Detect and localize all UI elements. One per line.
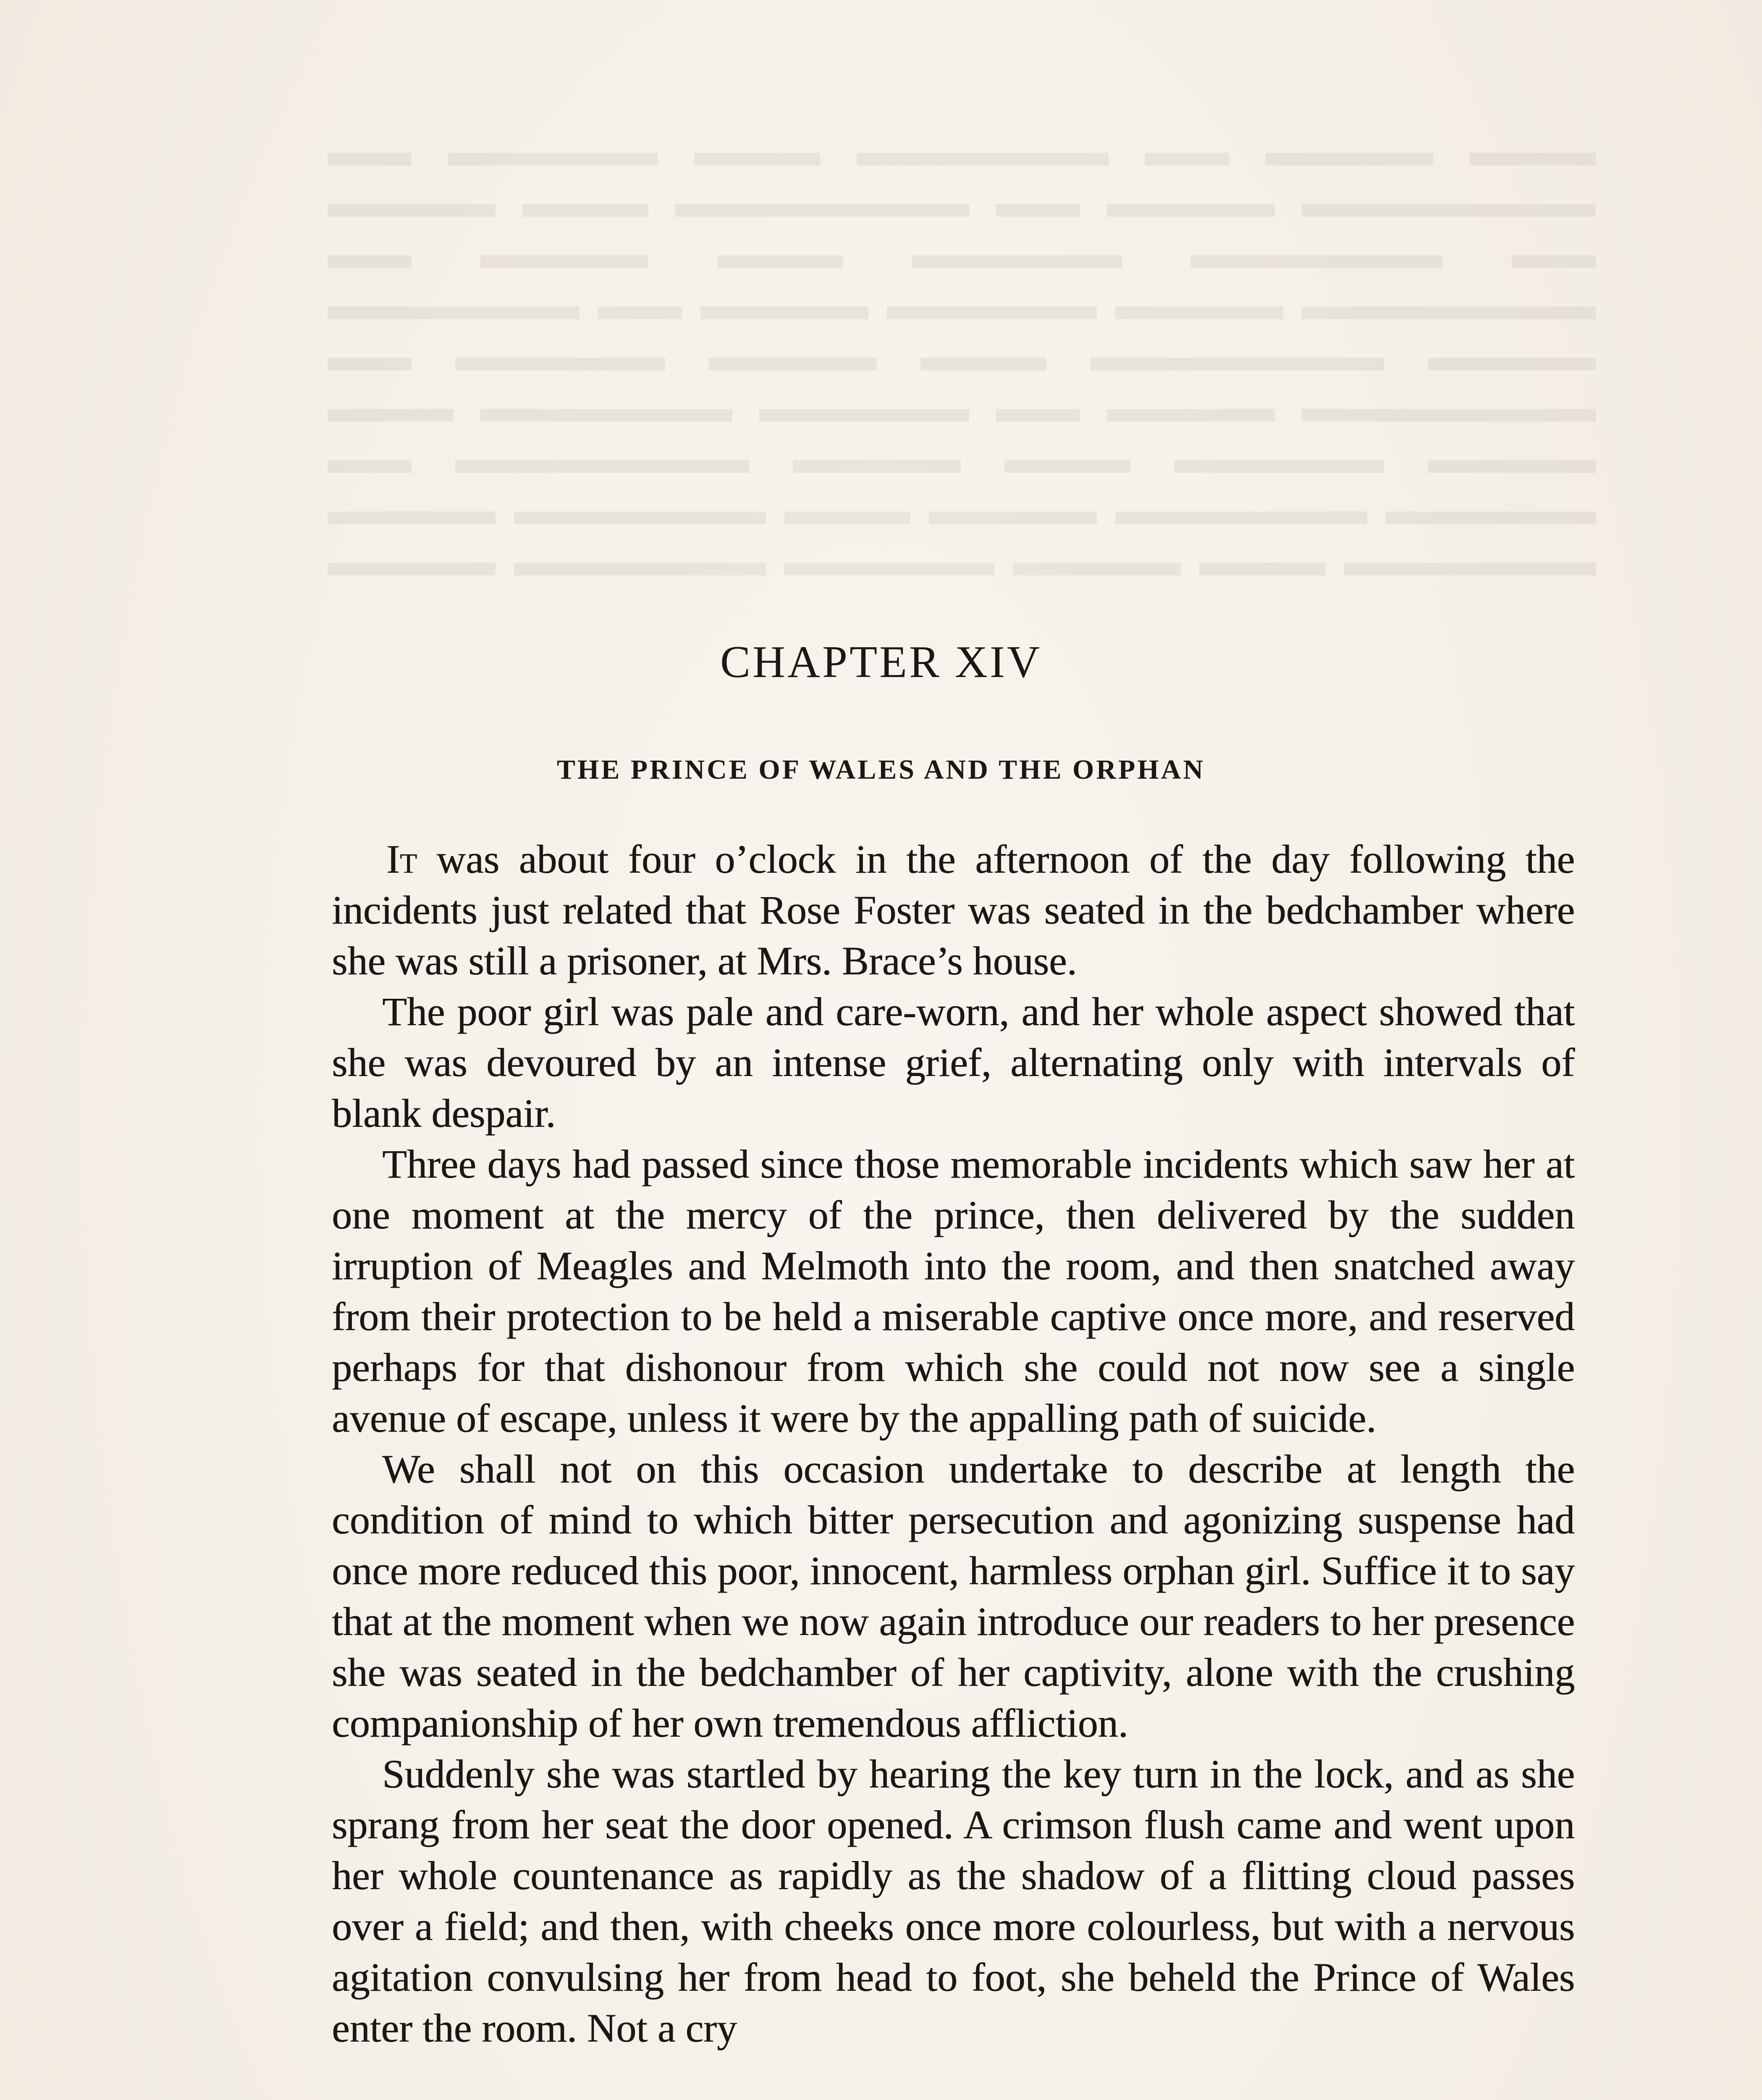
paragraph: Three days had passed since those memorable incidents which saw her at one moment at the mercy of the prince, then delivered by the sudden irruption of Meagles and Melmoth into the room, and then snatched away from their protection to be held a miserable captive once more, and reserved perhaps for that dishonour from which she could not now see a single avenue of escape, unless it were by the appalling path of suicide. (332, 1142, 1575, 1441)
chapter-body (332, 834, 1575, 2053)
paragraph (332, 834, 1575, 986)
paragraph: Suddenly she was startled by hearing the key turn in the lock, and as she sprang from her seat the door opened. A crimson flush came and went upon her whole countenance as rapidly as the shadow of a flitting cloud passes over a field; and then, with cheeks once more colourless, but with a nervous agitation convulsing her from head to foot, she beheld the Prince of Wales enter the room. Not a cry (332, 1751, 1575, 2050)
paragraph-text: was about four o’clock in the afternoon of the day following the incidents just related that Rose Foster was seated in the bedchamber where she was still a prisoner, at Mrs. Brace’s house. (332, 837, 1575, 983)
paragraph-lead-word: It (386, 837, 417, 882)
show-through-text: ▬▬▬ ▬▬▬▬ ▬▬ ▬▬▬▬▬▬ ▬▬▬ ▬▬▬▬▬ ▬▬ ▬▬▬▬▬▬▬ ▬▬▬▬ ▬▬ ▬▬▬▬▬▬▬ ▬▬▬ ▬▬▬▬ ▬▬ ▬▬▬▬▬▬ ▬▬▬▬▬ ▬▬▬ ▬▬▬▬ ▬▬ ▬▬▬▬▬▬▬ ▬▬▬▬ ▬▬▬▬▬ ▬▬▬▬ ▬▬ ▬▬▬▬▬▬ ▬▬▬▬ ▬▬▬▬▬▬▬ ▬▬▬ ▬▬▬▬ ▬▬▬▬▬ ▬▬ ▬▬▬▬▬▬▬ ▬▬▬▬ ▬▬ ▬▬▬▬▬ ▬▬▬▬▬▬ ▬▬▬ ▬▬▬▬ ▬▬▬▬▬ ▬▬▬ ▬▬▬▬ ▬▬▬▬▬▬▬ ▬▬ ▬▬▬▬▬ ▬▬▬▬▬▬ ▬▬▬▬ ▬▬▬ ▬▬▬▬▬▬ ▬▬▬▬ ▬▬▬▬▬▬ ▬▬▬ ▬▬▬▬ ▬▬▬▬▬ ▬▬▬▬▬▬ ▬▬▬▬ (328, 128, 1596, 585)
paragraph: The poor girl was pale and care-worn, and her whole aspect showed that she was devoured by an intense grief, alternating only with intervals of blank despair. (332, 989, 1575, 1136)
chapter-title: CHAPTER XIV (720, 637, 1042, 687)
chapter-subtitle: THE PRINCE OF WALES AND THE ORPHAN (556, 754, 1205, 785)
paragraph: We shall not on this occasion undertake to describe at length the condition of mind to which bitter persecution and agonizing suspense had once more reduced this poor, innocent, harmless orphan girl. Suffice it to say that at the moment when we now again introduce our readers to her presence she was seated in the bedchamber of her captivity, alone with the crushing companionship of her own tremendous affliction. (332, 1446, 1575, 1746)
